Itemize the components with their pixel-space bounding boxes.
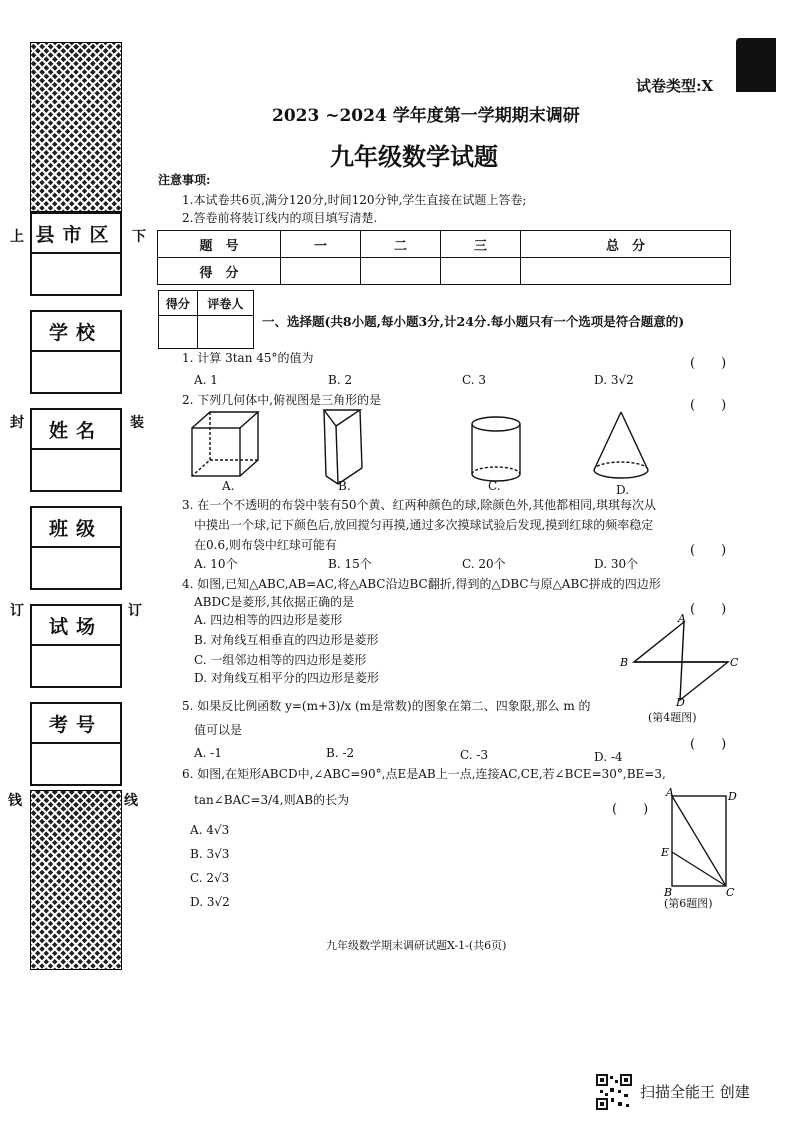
cone-figure [594, 412, 648, 478]
binding-char: 线 [124, 793, 138, 809]
notice-heading: 注意事项: [158, 173, 211, 187]
answer-paren[interactable]: ( ) [690, 398, 727, 413]
option: D. 3√2 [190, 895, 230, 909]
point-label: A [678, 614, 686, 625]
binding-char: 钱 [8, 793, 22, 809]
figure-caption: (第6题图) [664, 897, 713, 910]
question-stem: 6. 如图,在矩形ABCD中,∠ABC=90°,点E是AB上一点,连接AC,CE,若∠BCE=30°,BE=3, [182, 767, 666, 781]
question-stem: 中摸出一个球,记下颜色后,放回搅匀再摸,通过多次摸球试验后发现,摸到红球的频率稳定 [194, 518, 654, 532]
answer-paren[interactable]: ( ) [612, 802, 649, 817]
point-label: B [664, 886, 673, 898]
option: B. 2 [328, 373, 353, 387]
point-label: B [620, 656, 629, 669]
score-table-col: 二 [361, 231, 441, 258]
field-label: 县市区 [32, 214, 120, 254]
field-school[interactable] [30, 310, 122, 394]
section-title: 一、选择题(共8小题,每小题3分,计24分.每小题只有一个选项是符合题意的) [262, 314, 685, 329]
question-stem: 在0.6,则布袋中红球可能有 [194, 538, 337, 552]
question-stem: 值可以是 [194, 723, 243, 737]
figure-q6-rectangle [656, 786, 746, 898]
option: C. 20个 [462, 557, 506, 571]
option: C. 3 [462, 373, 487, 387]
binding-char: 订 [10, 603, 24, 619]
field-class[interactable] [30, 506, 122, 590]
page-footer: 九年级数学期末调研试题X-1-(共6页) [326, 939, 507, 952]
point-label: E [661, 846, 670, 859]
binding-char: 装 [130, 415, 144, 431]
cylinder-figure [472, 417, 520, 481]
answer-paren[interactable]: ( ) [690, 602, 727, 617]
figure-caption: (第4题图) [648, 711, 697, 724]
option: D. 对角线互相平分的四边形是菱形 [194, 671, 379, 685]
binding-char: 封 [10, 415, 24, 431]
answer-paren[interactable]: ( ) [690, 543, 727, 558]
solid-figures [186, 408, 656, 490]
option: A. 四边相等的四边形是菱形 [194, 613, 343, 627]
grader-score-cell[interactable] [159, 316, 198, 349]
option: B. -2 [326, 746, 355, 760]
answer-paren[interactable]: ( ) [690, 737, 727, 752]
option: C. [488, 479, 501, 493]
point-label: D [676, 696, 685, 706]
option: A. 10个 [194, 557, 238, 571]
question-stem: 2. 下列几何体中,俯视图是三角形的是 [182, 393, 382, 407]
page-title: 九年级数学试题 [330, 142, 498, 171]
option: D. -4 [594, 750, 623, 764]
field-county[interactable] [30, 212, 122, 296]
option: B. 3√3 [190, 847, 230, 861]
notice-item: 2.答卷前将装订线内的项目填写清楚. [182, 211, 378, 225]
question-stem: 1. 计算 3tan 45°的值为 [182, 351, 314, 365]
answer-paren[interactable]: ( ) [690, 356, 727, 371]
question-stem: ABDC是菱形,其依据正确的是 [194, 595, 355, 609]
figure-q4-rhombus [618, 614, 742, 706]
cube-figure [192, 412, 258, 476]
notice-item: 1.本试卷共6页,满分120分,时间120分钟,学生直接在试题上答卷; [182, 193, 527, 207]
binding-char: 上 [10, 229, 24, 245]
grader-box [158, 290, 254, 349]
option: B. [338, 479, 351, 493]
score-table-col: 三 [441, 231, 521, 258]
score-cell[interactable] [361, 258, 441, 285]
option: A. 1 [194, 373, 218, 387]
score-cell[interactable] [521, 258, 731, 285]
question-stem: 4. 如图,已知△ABC,AB=AC,将△ABC沿边BC翻折,得到的△DBC与原△ABC拼成的四边形 [182, 577, 661, 591]
field-name[interactable] [30, 408, 122, 492]
grader-label: 评卷人 [197, 291, 253, 316]
score-cell[interactable] [441, 258, 521, 285]
option: A. -1 [194, 746, 222, 760]
point-label: A [666, 786, 674, 799]
binding-char: 下 [132, 229, 146, 245]
option: D. 3√2 [594, 373, 634, 387]
field-label: 考号 [32, 704, 120, 744]
field-exam-number[interactable] [30, 702, 122, 786]
option: C. -3 [460, 748, 489, 762]
grader-name-cell[interactable] [197, 316, 253, 349]
option: A. 4√3 [190, 823, 230, 837]
field-label: 姓名 [32, 410, 120, 450]
qr-code-icon [596, 1074, 632, 1110]
option: C. 一组邻边相等的四边形是菱形 [194, 653, 367, 667]
field-label: 学校 [32, 312, 120, 352]
score-table-col: 一 [281, 231, 361, 258]
binding-pattern-bottom [30, 790, 122, 970]
corner-tab [736, 38, 776, 92]
score-table-col: 总 分 [521, 231, 731, 258]
year-title: 2023 ~2024 学年度第一学期期末调研 [272, 106, 580, 126]
field-label: 试场 [32, 606, 120, 646]
prism-figure [324, 410, 362, 484]
option: B. 对角线互相垂直的四边形是菱形 [194, 633, 379, 647]
binding-char: 订 [128, 603, 142, 619]
score-table-score-label: 得 分 [158, 258, 281, 285]
option: C. 2√3 [190, 871, 230, 885]
field-room[interactable] [30, 604, 122, 688]
question-stem: 5. 如果反比例函数 y=(m+3)/x (m是常数)的图象在第二、四象限,那么 m 的 [182, 699, 591, 713]
question-stem: 3. 在一个不透明的布袋中装有50个黄、红两种颜色的球,除颜色外,其他都相同,琪琪每次从 [182, 498, 656, 512]
paper-type: 试卷类型:X [636, 77, 714, 95]
question-stem: tan∠BAC=3/4,则AB的长为 [194, 793, 350, 807]
option: D. [616, 483, 630, 497]
score-table-header-label: 题 号 [158, 231, 281, 258]
option: B. 15个 [328, 557, 372, 571]
score-cell[interactable] [281, 258, 361, 285]
point-label: D [728, 790, 737, 803]
option: D. 30个 [594, 557, 639, 571]
binding-pattern-top [30, 42, 122, 212]
grader-score-label: 得分 [159, 291, 198, 316]
option: A. [222, 479, 235, 493]
score-table [157, 230, 731, 285]
point-label: C [730, 656, 739, 669]
scanner-watermark: 扫描全能王 创建 [640, 1083, 750, 1101]
point-label: C [726, 886, 735, 898]
field-label: 班级 [32, 508, 120, 548]
